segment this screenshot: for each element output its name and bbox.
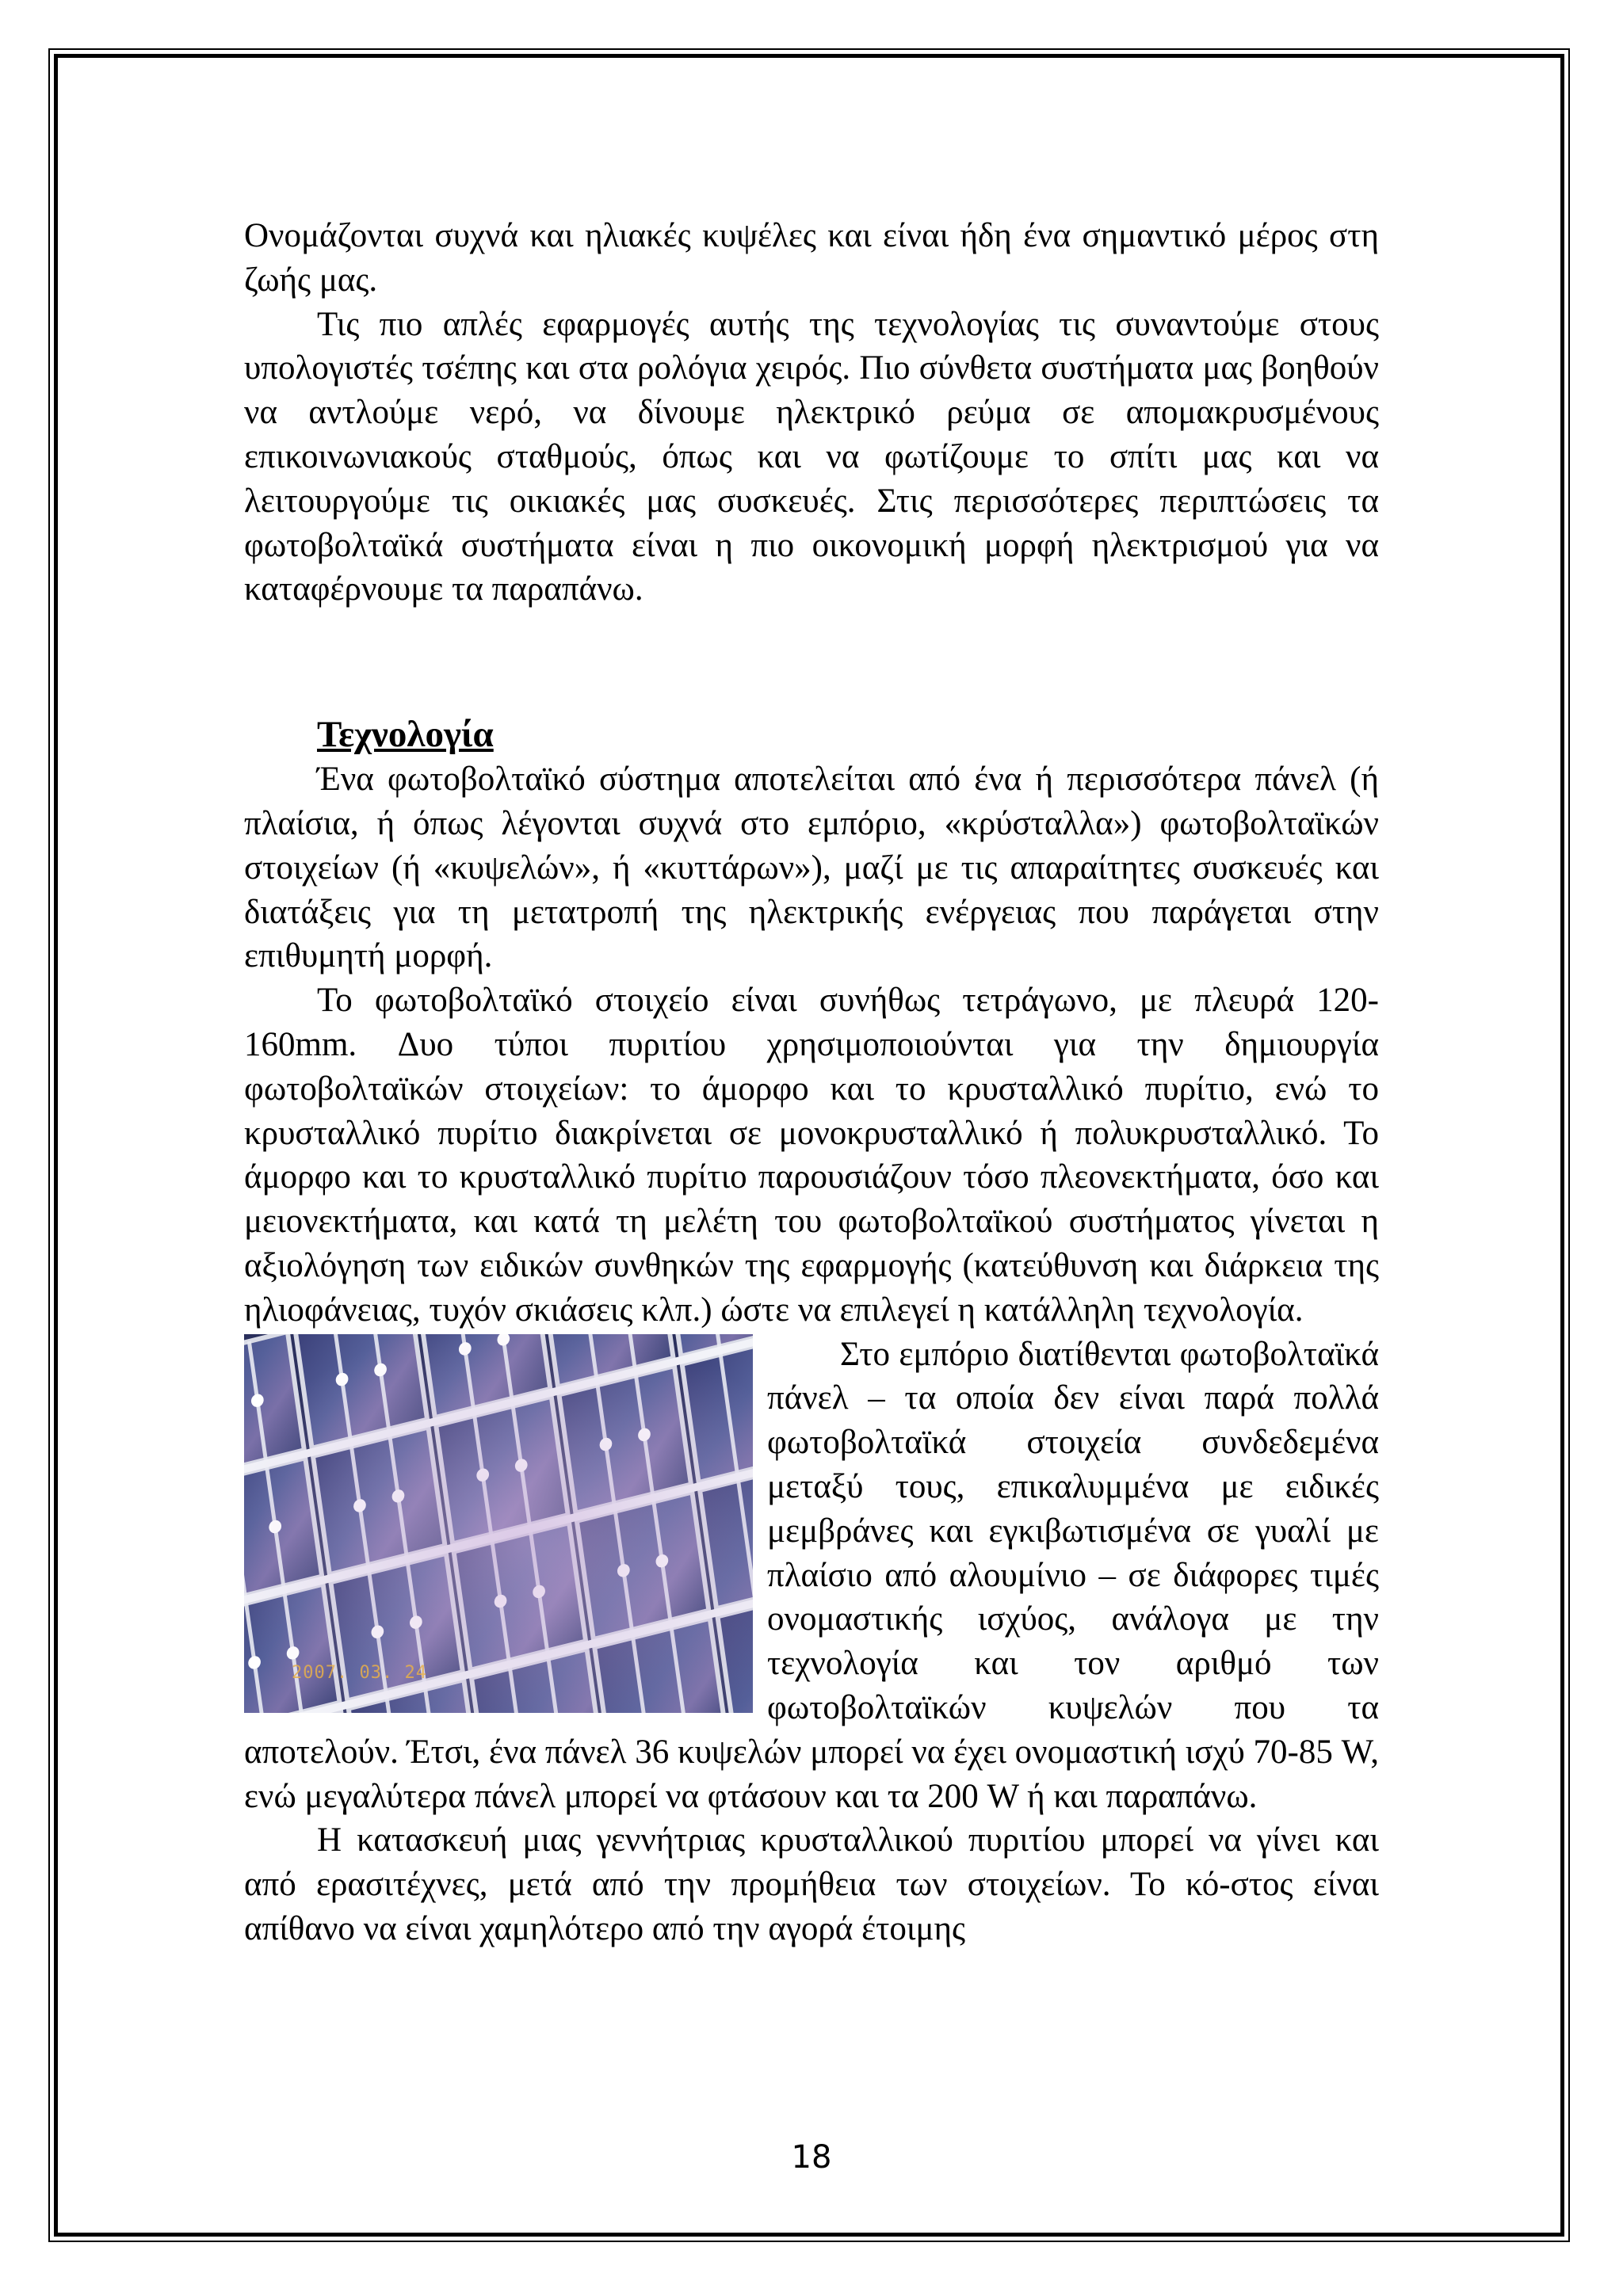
intro-paragraph: Ονομάζονται συχνά και ηλιακές κυψέλες και είναι ήδη ένα σημαντικό μέρος στη ζωής μας. xyxy=(244,217,1379,299)
technology-paragraph-4: Η κατασκευή μιας γεννήτριας κρυσταλλικού πυριτίου μπορεί να γίνει και από ερασιτέχνες, μετά από την προμήθεια των στοιχείων. Το κό-στος είναι απίθανο να είναι χαμηλότερο από την αγορά έτοιμης xyxy=(244,1821,1379,1947)
section-spacer xyxy=(244,612,1379,711)
page-number: 18 xyxy=(791,2139,832,2176)
technology-paragraph-2: Το φωτοβολταϊκό στοιχείο είναι συνήθως τετράγωνο, με πλευρά 120-160mm. Δυο τύποι πυριτίου χρησιμοποιούνται για την δημιουργία φωτοβολταϊκών στοιχείων: το άμορφο και το κρυσταλλικό πυρίτιο, ενώ το κρυσταλλικό πυρίτιο διακρίνεται σε μονοκρυσταλλικό ή πολυκρυσταλλικό. Το άμορφο και το κρυσταλλικό πυρίτιο παρουσιάζουν τόσο πλεονεκτήματα, όσο και μειονεκτήματα, και κατά τη μελέτη του φωτοβολταϊκού συστήματος γίνεται η αξιολόγηση των ειδικών συνθηκών της εφαρμογής (κατεύθυνση και διάρκεια της ηλιοφάνειας, τυχόν σκιάσεις κλπ.) ώστε να επιλεγεί η κατάλληλη τεχνολογία. xyxy=(244,982,1379,1329)
technology-paragraph-3: Στο εμπόριο διατίθενται φωτοβολταϊκά πάνελ – τα οποία δεν είναι παρά πολλά φωτοβολταϊκά στοιχεία συνδεδεμένα μεταξύ τους, επικαλυμμένα με ειδικές μεμβράνες και εγκιβωτισμένα σε γυαλί με πλαίσιο από αλουμίνιο – σε διάφορες τιμές ονομαστικής ισχύος, ανάλογα με την τεχνολογία και τον αριθμό των φωτοβολταϊκών κυψελών που τα αποτελούν. Έτσι, ένα πάνελ 36 κυψελών μπορεί να έχει ονομαστική ισχύ 70-85 W, ενώ μεγαλύτερα πάνελ μπορεί να φτάσουν και τα 200 W ή και παραπάνω. xyxy=(244,1335,1379,1815)
section-heading: Τεχνολογία xyxy=(317,714,494,756)
photo-date-stamp: 2007. 03. 24 xyxy=(292,1662,427,1683)
technology-paragraph-1: Ένα φωτοβολταϊκό σύστημα αποτελείται από ένα ή περισσότερα πάνελ (ή πλαίσια, ή όπως λέγονται συχνά στο εμπόριο, «κρύσταλλα») φωτοβολταϊκών στοιχείων (ή «κυψελών», ή «κυττάρων»), μαζί με τις απαραίτητες συσκευές και διατάξεις για τη μετατροπή της ηλεκτρικής ενέργειας που παράγεται στην επιθυμητή μορφή. xyxy=(244,761,1379,975)
solar-panel-photo xyxy=(244,1334,753,1713)
applications-paragraph: Τις πιο απλές εφαρμογές αυτής της τεχνολογίας τις συναντούμε στους υπολογιστές τσέπης και στα ρολόγια χειρός. Πιο σύνθετα συστήματα μας βοηθούν να αντλούμε νερό, να δίνουμε ηλεκτρικό ρεύμα σε απομακρυσμένους επικοινωνιακούς σταθμούς, όπως και να φωτίζουμε το σπίτι μας και να λειτουργούμε τις οικιακές μας συσκευές. Στις περισσότερες περιπτώσεις τα φωτοβολταϊκά συστήματα είναι η πιο οικονομική μορφή ηλεκτρισμού για να καταφέρνουμε τα παραπάνω. xyxy=(244,305,1379,608)
page-body xyxy=(244,214,1379,1951)
